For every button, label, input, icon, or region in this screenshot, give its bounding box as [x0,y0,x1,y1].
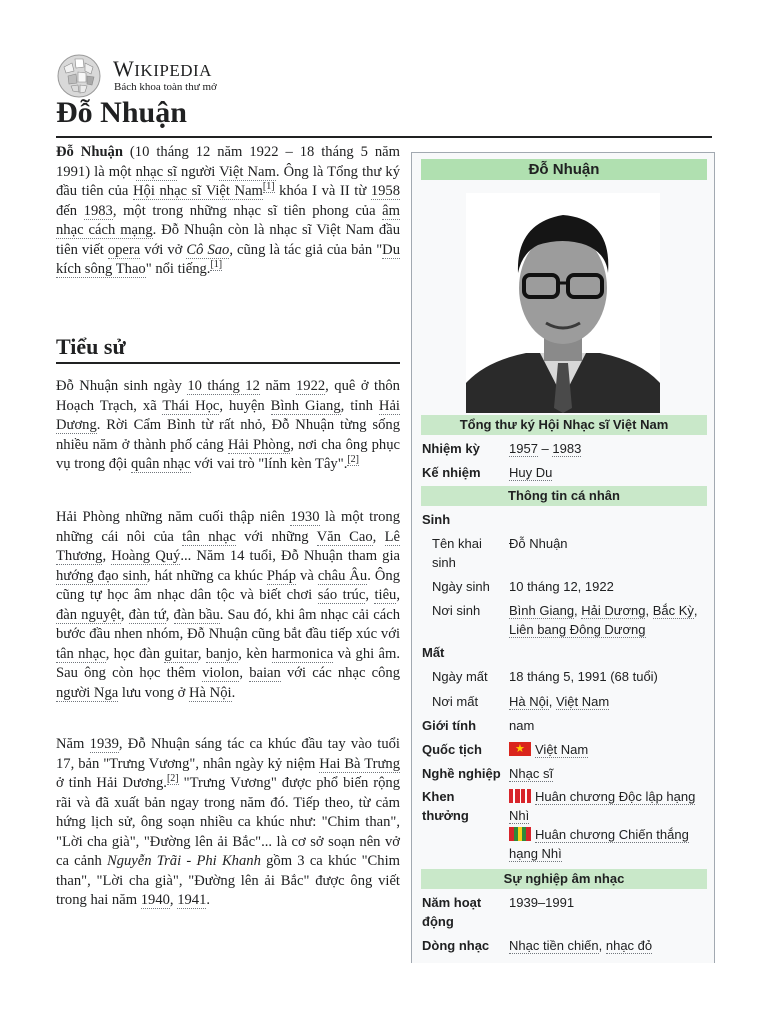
text: , Đỗ Nhuận sáng tác ca khúc đầu tay vào tuổi 17, bản "Trưng Vương", nhân ngày kỷ niệm [56,736,400,772]
wikipedia-wordmark: WIKIPEDIA [113,56,212,81]
text: người [176,163,220,180]
link[interactable]: banjo [205,645,239,662]
link[interactable]: Huân chương Độc lập hạng Nhì [509,789,696,823]
text: , [239,665,250,681]
link[interactable]: baian [249,665,281,681]
value-award-2 [509,825,699,863]
text: và ghi âm. Sau ông còn học thêm [56,645,400,681]
link-binh-giang[interactable]: Bình Giang [270,397,341,414]
label-birthname: Tên khai sinh [432,536,482,570]
text: , [165,606,174,623]
text: , [372,528,385,545]
text: . Ông là Tổng thư ký đầu tiên của [56,163,401,199]
text: . [231,684,236,701]
text: Hải Phòng những năm cuối thập niên [56,509,291,525]
link[interactable]: Việt Nam [555,694,610,709]
text: gồm 3 ca khúc "Chim than", "Lời cha già", "Đường lên ải Bắc" được ông viết trong hai năm [56,853,400,908]
bio-paragraph-1 [56,377,400,475]
link[interactable]: đàn nguyệt [56,606,121,623]
portrait-photo[interactable] [466,193,660,413]
link[interactable]: tân nhạc [182,528,236,545]
ref-link[interactable]: [2] [166,773,179,785]
text: , hát những ca khúc [146,567,267,584]
link-date[interactable]: 10 tháng 12 [187,378,260,394]
label-birthdate: Ngày sinh [432,579,490,594]
text: năm [259,378,296,394]
link-viet-nam[interactable]: Việt Nam [219,163,276,180]
link[interactable]: Pháp [266,567,297,584]
value-deathplace [509,692,699,711]
link[interactable]: Bình Giang [509,603,575,618]
ref-link[interactable]: [1] [210,259,223,271]
link[interactable]: Liên bang Đông Dương [509,622,646,637]
link[interactable]: Huân chương Chiến thắng hạng Nhì [509,827,689,861]
infobox-caption: Tổng thư ký Hội Nhạc sĩ Việt Nam [421,415,707,435]
label-born: Sinh [422,512,451,527]
link-co-sao[interactable]: Cô Sao [186,241,230,258]
text: , [197,645,206,662]
link[interactable]: Lê Thương [56,528,401,564]
link-nhac-si[interactable]: nhạc sĩ [135,163,177,180]
text: , [120,606,129,623]
link-opera[interactable]: opera [107,241,141,258]
link[interactable]: Nhạc tiền chiến [509,938,599,953]
value-term [509,439,699,458]
link[interactable]: tân nhạc [56,645,106,662]
label-genre: Dòng nhạc [422,938,490,953]
text: ... Năm 14 tuổi, Đỗ Nhuận tham gia [180,548,400,564]
text: , [598,938,606,953]
text: . Rời Cẩm Bình từ rất nhỏ, Đỗ Nhuận từng sống nhiều năm ở thành phố cảng [56,417,400,453]
link[interactable]: Bắc Kỳ [652,603,694,618]
title-rule [56,136,712,138]
link[interactable]: Hà Nội [189,684,232,701]
label-birthplace: Nơi sinh [432,603,481,618]
value-occupation [509,764,699,783]
value-genre [509,936,699,955]
text: . Ông cũng tự học âm nhạc dân tộc và biết chơi [56,567,400,603]
text: , tỉnh [340,397,379,414]
link-hoi-nhac-si[interactable]: Hội nhạc sĩ Việt Nam [133,183,263,199]
text: , [365,587,375,603]
link-hai-duong[interactable]: Hải Dương [56,397,400,433]
text: lưu vong ở [118,684,190,701]
text: . Sau đó, khi âm nhạc cải cách bước đầu nhen nhóm, Đỗ Nhuận cũng bắt đầu tiếp xúc với [56,606,401,642]
label-deathdate: Ngày mất [432,669,488,684]
text: với các nhạc công [280,665,400,681]
link-thai-hoc[interactable]: Thái Học [162,397,220,414]
text: , [169,892,178,908]
text: , huyện [219,397,271,414]
link[interactable]: harmonica [271,645,334,662]
text: khóa I và II từ [274,183,371,199]
text: "Trưng Vương" được phổ biến rộng rãi và đã xuất bản ngay trong năm đó. Tiếp theo, từ cảm hứng lịch sử, ông soạn nhiều ca khúc như: "Chim than", "Lời cha già", "Đường lên ải Bắc"... là cơ sở soạn nên vở ca cảnh [56,775,400,869]
text: , [102,548,112,564]
italic-title: Nguyễn Trãi - Phi Khanh [106,853,261,869]
infobox [411,152,715,963]
text: với vở [140,241,187,258]
value-deathdate: 18 tháng 5, 1991 (68 tuổi) [509,669,658,684]
text: với những [235,528,317,545]
link-quan-nhac[interactable]: quân nhạc [131,456,191,472]
value-award-1 [509,787,699,825]
link[interactable]: Nhạc sĩ [509,766,554,781]
infobox-title: Đỗ Nhuận [421,159,707,180]
link-year[interactable]: 1922 [295,378,326,394]
link[interactable]: Văn Cao [316,528,373,545]
text: , quê ở thôn Hoạch Trạch, xã [56,378,400,414]
text: , [396,587,401,603]
value-years-active: 1939–1991 [509,895,575,910]
intro-name: Đỗ Nhuận [56,144,123,160]
text: là một trong những cái nôi của [56,509,400,545]
link-1958[interactable]: 1958 [370,183,401,199]
link[interactable]: Hà Nội [509,694,549,709]
text: , học đàn [105,645,165,662]
text: , [548,694,556,709]
value-birthplace [509,601,699,639]
text: , [645,603,653,618]
link[interactable]: nhạc đỏ [605,938,653,953]
link[interactable]: 1940 [140,892,170,908]
link-du-kich-song-thao[interactable]: Du kích sông Thao [56,241,400,277]
text: , một trong những nhạc sĩ tiên phong của [112,202,383,219]
ref-link[interactable]: [1] [262,181,275,193]
bio-paragraph-2 [56,508,400,703]
label-deathplace: Nơi mất [432,694,479,709]
value-nationality [509,740,699,759]
text: , kèn [238,645,272,662]
link[interactable]: Hải Dương [581,603,646,618]
value-successor [509,463,699,482]
label-gender: Giới tính [422,718,477,733]
link[interactable]: Hoàng Quý [111,548,181,564]
ref-link[interactable]: [2] [347,454,360,466]
text: đến [56,202,84,219]
label-nationality: Quốc tịch [422,742,482,757]
link[interactable]: hướng đạo sinh [56,567,147,584]
link[interactable]: guitar [164,645,198,662]
link-hai-phong[interactable]: Hải Phòng [227,436,291,453]
link[interactable]: đàn bầu [173,606,220,623]
text: , nơi cha ông phục vụ trong đội [56,436,400,472]
link[interactable]: châu Âu [317,567,368,584]
text: . [206,892,211,908]
medal-ribbon-icon [509,827,531,841]
text: , [693,603,698,618]
text: (10 tháng 12 năm 1922 – 18 tháng 5 năm 1991) là một [56,144,400,180]
text: , cũng là tác giả của bản " [229,241,383,258]
text: Năm [56,736,90,752]
value-birthname: Đỗ Nhuận [509,536,568,551]
link[interactable]: 1941 [177,892,207,908]
wikipedia-globe-icon [56,53,102,99]
label-died: Mất [422,645,445,660]
text: ở tỉnh Hải Dương. [56,775,167,791]
link[interactable]: người Nga [56,684,119,701]
bio-paragraph-3 [56,735,400,911]
text: " nổi tiếng. [145,261,211,277]
link[interactable]: Hai Bà Trưng [319,755,400,772]
link[interactable]: tiêu [374,587,397,603]
link-1983[interactable]: 1983 [552,441,582,456]
link[interactable]: 1930 [290,509,320,525]
value-birthdate: 10 tháng 12, 1922 [509,579,614,594]
text: và [296,567,318,584]
medal-ribbon-icon [509,789,531,803]
label-successor: Kế nhiệm [422,465,481,480]
vietnam-flag-icon: ★ [509,742,531,756]
intro-paragraph [56,143,400,280]
link-huy-du[interactable]: Huy Du [509,465,553,480]
infobox-music-header: Sự nghiệp âm nhạc [421,869,707,889]
link[interactable]: 1939 [89,736,119,752]
link[interactable]: violon [202,665,240,681]
page-title: Đỗ Nhuận [56,96,187,129]
text: , [574,603,582,618]
label-awards: Khen thưởng [422,789,469,823]
section-heading-bio: Tiểu sử [56,334,126,359]
link-1957[interactable]: 1957 [509,441,538,456]
link[interactable]: sáo trúc [317,587,366,603]
text: . Đỗ Nhuận còn là nhạc sĩ Việt Nam đầu tiên viết [56,222,400,258]
wikipedia-tagline: Bách khoa toàn thư mở [114,81,217,93]
text: Đỗ Nhuận sinh ngày [56,378,188,394]
section-rule [56,362,400,364]
link-1983[interactable]: 1983 [83,202,113,219]
label-term: Nhiệm kỳ [422,441,480,456]
label-years-active: Năm hoạt động [422,895,482,929]
infobox-personal-header: Thông tin cá nhân [421,486,707,506]
value-gender: nam [509,718,535,733]
text: – [537,441,553,456]
text: với vai trò "lính kèn Tây". [190,456,348,472]
link[interactable]: đàn tứ [128,606,166,623]
link[interactable]: Việt Nam [535,742,589,757]
link-am-nhac-cach-mang[interactable]: âm nhạc cách mạng [56,202,400,238]
label-occupation: Nghề nghiệp [422,766,501,781]
